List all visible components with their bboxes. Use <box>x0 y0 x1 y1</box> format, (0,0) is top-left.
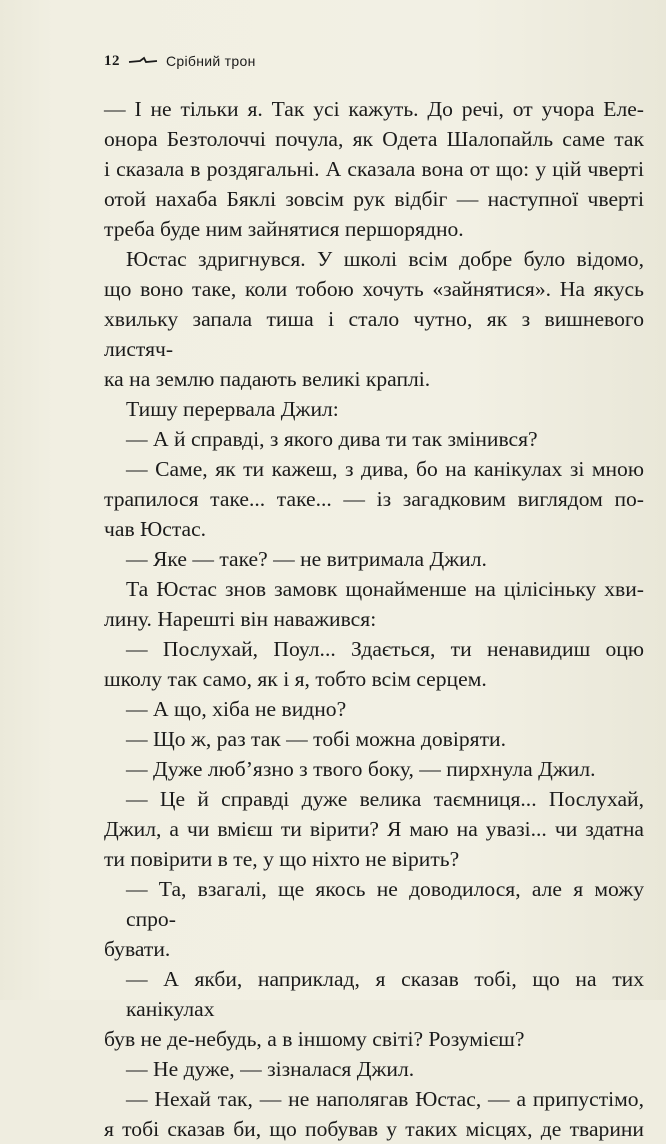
text-line: чав Юстас. <box>104 517 207 541</box>
text-line: бувати. <box>104 937 171 961</box>
text-line: ка на землю падають великі краплі. <box>104 367 431 391</box>
page-header <box>104 52 256 70</box>
page-number: 12 <box>104 52 120 69</box>
text-line: — Та, взагалі, ще якось не доводилося, але я можу спро- <box>126 877 644 931</box>
text-line: ти повірити в те, у що ніхто не вірить? <box>104 847 460 871</box>
text-line: Джил, а чи вмієш ти вірити? Я маю на увазі... чи здатна <box>104 817 644 841</box>
text-line: школу так само, як і я, тобто всім серцем. <box>104 667 487 691</box>
text-line: — І не тільки я. Так усі кажуть. До речі, от учора Еле- <box>104 97 644 121</box>
text-line: — Не дуже, — зізналася Джил. <box>126 1057 415 1081</box>
text-line: я тобі сказав би, що побував у таких місцях, де тварини <box>104 1117 644 1141</box>
text-line: лину. Нарешті він наважився: <box>104 607 377 631</box>
text-line: Юстас здригнувся. У школі всім добре було відомо, <box>126 247 644 271</box>
text-line: що воно таке, коли тобою хочуть «зайнятися». На якусь <box>104 277 644 301</box>
body-text <box>104 94 644 1144</box>
text-line: — Послухай, Поул... Здається, ти ненавидиш оцю <box>126 637 644 661</box>
text-line: отой нахаба Бяклі зовсім рук відбіг — наступної чверті <box>104 187 644 211</box>
text-line: — Що ж, раз так — тобі можна довіряти. <box>126 727 506 751</box>
text-line: — Яке — таке? — не витримала Джил. <box>126 547 487 571</box>
text-line: був не де-небудь, а в іншому світі? Розумієш? <box>104 1027 525 1051</box>
text-line: — Це й справді дуже велика таємниця... Послухай, <box>126 787 644 811</box>
text-line: — Саме, як ти кажеш, з дива, бо на канікулах зі мною <box>126 457 644 481</box>
running-title: Срібний трон <box>166 53 256 69</box>
text-line: — А що, хіба не видно? <box>126 697 347 721</box>
text-line: і сказала в роздягальні. А сказала вона от що: у цій чверті <box>104 157 644 181</box>
text-line: хвильку запала тиша і стало чутно, як з вишневого листяч- <box>104 307 644 361</box>
text-line: трапилося таке... таке... — із загадковим виглядом по- <box>104 487 644 511</box>
text-line: онора Безтолоччі почула, як Одета Шалопайль саме так <box>104 127 644 151</box>
text-line: Тишу перервала Джил: <box>126 397 339 421</box>
text-line: — А й справді, з якого дива ти так змінився? <box>126 427 538 451</box>
text-line: — Нехай так, — не наполягав Юстас, — а припустімо, <box>126 1087 644 1111</box>
dash-arrow-icon <box>128 55 158 67</box>
text-line: — А якби, наприклад, я сказав тобі, що на тих канікулах <box>126 967 644 1021</box>
text-line: Та Юстас знов замовк щонайменше на цілісіньку хви- <box>126 577 644 601</box>
text-line: — Дуже люб’язно з твого боку, — пирхнула Джил. <box>126 757 596 781</box>
text-line: треба буде ним зайнятися першорядно. <box>104 217 464 241</box>
